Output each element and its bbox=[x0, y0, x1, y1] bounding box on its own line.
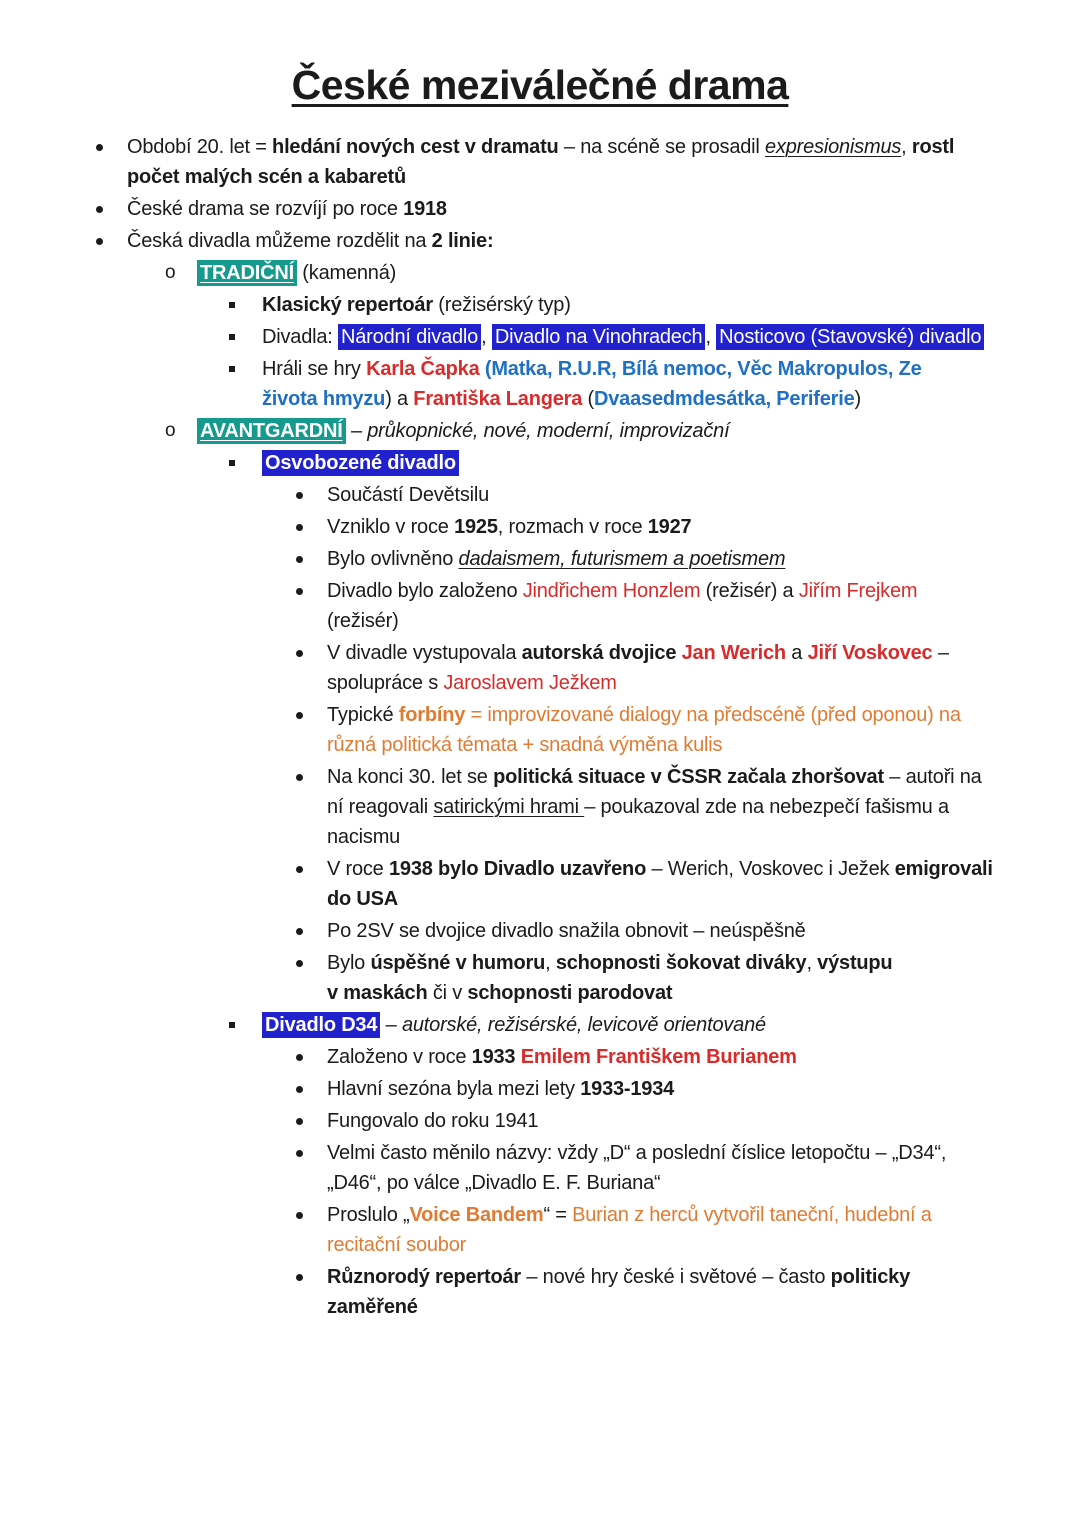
text-run: , bbox=[806, 952, 818, 974]
bullet-disc-icon bbox=[296, 588, 303, 595]
text-run: Voice Bandem bbox=[409, 1204, 544, 1226]
text-run: výstupu bbox=[817, 952, 893, 974]
bullet-disc-icon bbox=[296, 712, 303, 719]
list-item bbox=[0, 1010, 1080, 1040]
text-run: počet malých scén a kabaretů bbox=[127, 166, 406, 188]
text-run: 1927 bbox=[647, 516, 692, 538]
text-run: Divadla: bbox=[262, 326, 339, 348]
bullet-disc-icon bbox=[296, 1054, 303, 1061]
list-item bbox=[0, 1262, 1080, 1322]
text-run: zaměřené bbox=[327, 1296, 418, 1318]
text-run: TRADIČNÍ bbox=[197, 260, 297, 286]
text-run: (režisérský typ) bbox=[432, 294, 571, 316]
list-item bbox=[0, 480, 1080, 510]
list-item bbox=[0, 916, 1080, 946]
list-item bbox=[0, 1200, 1080, 1260]
text-run: – poukazoval zde na nebezpečí fašismu a bbox=[584, 796, 949, 818]
text-run: schopnosti šokovat diváky bbox=[555, 952, 807, 974]
text-run: Františka Langera bbox=[413, 388, 583, 410]
list-item bbox=[0, 354, 1080, 414]
text-run: Česká divadla můžeme rozdělit na bbox=[127, 230, 432, 252]
bullet-disc-icon bbox=[296, 650, 303, 657]
text-run: AVANTGARDNÍ bbox=[197, 418, 346, 444]
text-run: Typické bbox=[327, 704, 399, 726]
text-run: Divadlo bylo založeno bbox=[327, 580, 523, 602]
bullet-disc-icon bbox=[296, 524, 303, 531]
bullet-disc-icon bbox=[296, 1274, 303, 1281]
list-item bbox=[0, 194, 1080, 224]
text-run: různá politická témata + snadná výměna kulis bbox=[327, 734, 723, 756]
text-run: Jindřichem Honzlem bbox=[522, 580, 701, 602]
text-run: V divadle vystupovala bbox=[327, 642, 522, 664]
text-run: Burian z herců vytvořil taneční, hudební a bbox=[572, 1204, 932, 1226]
list-item bbox=[0, 762, 1080, 852]
text-run: forbíny bbox=[398, 704, 466, 726]
bullet-disc-icon bbox=[296, 556, 303, 563]
text-run: Národní divadlo bbox=[338, 324, 481, 350]
text-run: Jan Werich bbox=[681, 642, 786, 664]
text-run: Bylo ovlivněno bbox=[327, 548, 459, 570]
text-run: 2 linie: bbox=[431, 230, 494, 252]
text-run: – bbox=[345, 420, 368, 442]
text-run: schopnosti parodovat bbox=[467, 982, 673, 1004]
text-run: satirickými hrami bbox=[433, 796, 585, 818]
list-item bbox=[0, 290, 1080, 320]
bullet-disc-icon bbox=[296, 774, 303, 781]
text-run: dadaismem, futurismem a poetismem bbox=[458, 548, 786, 570]
bullet-disc-icon bbox=[296, 1086, 303, 1093]
text-run: Osvobozené divadlo bbox=[262, 450, 459, 476]
text-run: Jiří Voskovec bbox=[807, 642, 933, 664]
list-item bbox=[0, 700, 1080, 760]
bullet-square-icon bbox=[229, 1022, 235, 1028]
text-run: , bbox=[545, 952, 556, 974]
bullet-disc-icon bbox=[296, 492, 303, 499]
text-run: ) a bbox=[385, 388, 414, 410]
list-item bbox=[0, 1138, 1080, 1198]
bullet-disc-icon bbox=[96, 206, 103, 213]
list-item bbox=[0, 226, 1080, 256]
text-run: 1933 bbox=[471, 1046, 516, 1068]
text-run: 1925 bbox=[454, 516, 498, 538]
list-item bbox=[0, 258, 1080, 288]
text-run: Klasický repertoár bbox=[262, 294, 433, 316]
bullet-square-icon bbox=[229, 334, 235, 340]
list-item bbox=[0, 544, 1080, 574]
document-body bbox=[0, 132, 1080, 1322]
list-item bbox=[0, 322, 1080, 352]
text-run: autorské, režisérské, levicově orientované bbox=[401, 1014, 766, 1036]
text-run: Hráli se hry bbox=[262, 358, 367, 380]
bullet-circle-icon: o bbox=[165, 420, 176, 441]
bullet-disc-icon bbox=[296, 960, 303, 967]
text-run: recitační soubor bbox=[327, 1234, 467, 1256]
text-run: úspěšné v humoru bbox=[370, 952, 546, 974]
text-run: Založeno v roce bbox=[327, 1046, 472, 1068]
text-run: nacismu bbox=[327, 826, 401, 848]
text-run: – bbox=[932, 642, 949, 664]
bullet-disc-icon bbox=[296, 1118, 303, 1125]
bullet-disc-icon bbox=[96, 238, 103, 245]
text-run: Divadlo na Vinohradech bbox=[492, 324, 706, 350]
text-run: (Matka, R.U.R, Bílá nemoc, Věc Makropulos, Ze bbox=[484, 358, 922, 380]
text-run: 1918 bbox=[403, 198, 447, 220]
list-item bbox=[0, 512, 1080, 542]
text-run: , bbox=[481, 326, 492, 348]
text-run: Různorodý repertoár bbox=[327, 1266, 522, 1288]
text-run: – Werich, Voskovec i Ježek bbox=[646, 858, 895, 880]
text-run: “ = bbox=[543, 1204, 573, 1226]
text-run: Hlavní sezóna byla mezi lety bbox=[327, 1078, 581, 1100]
text-run: (režisér) a bbox=[700, 580, 799, 602]
text-run: života hmyzu bbox=[262, 388, 386, 410]
text-run: Dvaasedmdesátka, Periferie bbox=[594, 388, 855, 410]
text-run: hledání nových cest v dramatu bbox=[272, 136, 559, 158]
text-run: , rozmach v roce bbox=[497, 516, 648, 538]
text-run: spolupráce s bbox=[327, 672, 444, 694]
bullet-disc-icon bbox=[296, 866, 303, 873]
list-item bbox=[0, 1106, 1080, 1136]
text-run: Nosticovo (Stavovské) divadlo bbox=[716, 324, 984, 350]
text-run: , bbox=[705, 326, 717, 348]
list-item bbox=[0, 448, 1080, 478]
bullet-disc-icon bbox=[296, 1212, 303, 1219]
bullet-square-icon bbox=[229, 460, 235, 466]
text-run: ( bbox=[582, 388, 595, 410]
text-run: či v bbox=[427, 982, 468, 1004]
text-run: rostl bbox=[911, 136, 955, 158]
bullet-disc-icon bbox=[296, 1150, 303, 1157]
text-run: Proslulo „ bbox=[327, 1204, 410, 1226]
bullet-square-icon bbox=[229, 366, 235, 372]
text-run: – nové hry české i světové – často bbox=[521, 1266, 831, 1288]
list-item bbox=[0, 948, 1080, 1008]
text-run: – autoři na bbox=[883, 766, 982, 788]
text-run: Období 20. let = bbox=[127, 136, 273, 158]
text-run: emigrovali bbox=[894, 858, 993, 880]
text-run: a bbox=[785, 642, 808, 664]
page-title: České meziválečné drama bbox=[291, 62, 789, 108]
text-run: politická situace v ČSSR začala zhoršovat bbox=[493, 766, 884, 788]
text-run: „D46“, po válce „Divadlo E. F. Buriana“ bbox=[327, 1172, 661, 1194]
bullet-disc-icon bbox=[296, 928, 303, 935]
text-run: autorská dvojice bbox=[521, 642, 682, 664]
text-run: – bbox=[380, 1014, 402, 1036]
text-run: v maskách bbox=[327, 982, 428, 1004]
text-run: expresionismus bbox=[765, 136, 902, 158]
text-run: Na konci 30. let se bbox=[327, 766, 494, 788]
text-run: ) bbox=[854, 388, 861, 410]
text-run: Jaroslavem Ježkem bbox=[443, 672, 617, 694]
list-item bbox=[0, 416, 1080, 446]
list-item bbox=[0, 576, 1080, 636]
text-run: , bbox=[901, 136, 912, 158]
text-run: politicky bbox=[830, 1266, 910, 1288]
text-run: České drama se rozvíjí po roce bbox=[127, 198, 404, 220]
text-run: Fungovalo do roku 1941 bbox=[327, 1110, 539, 1132]
text-run: Velmi často měnilo názvy: vždy „D“ a poslední číslice letopočtu – „D34“, bbox=[327, 1142, 947, 1164]
text-run: Divadlo D34 bbox=[262, 1012, 380, 1038]
text-run: 1938 bylo Divadlo uzavřeno bbox=[388, 858, 647, 880]
text-run: 1933-1934 bbox=[580, 1078, 675, 1100]
text-run: Bylo bbox=[327, 952, 371, 974]
bullet-circle-icon: o bbox=[165, 262, 176, 283]
text-run: (režisér) bbox=[327, 610, 399, 632]
text-run: Po 2SV se dvojice divadlo snažila obnovit – neúspěšně bbox=[327, 920, 806, 942]
list-item bbox=[0, 854, 1080, 914]
text-run: – na scéně se prosadil bbox=[558, 136, 766, 158]
list-item bbox=[0, 638, 1080, 698]
text-run: Jiřím Frejkem bbox=[798, 580, 918, 602]
list-item bbox=[0, 1074, 1080, 1104]
text-run: V roce bbox=[327, 858, 389, 880]
text-run: = improvizované dialogy na předscéně (před oponou) na bbox=[465, 704, 961, 726]
text-run: do USA bbox=[327, 888, 399, 910]
bullet-disc-icon bbox=[96, 144, 103, 151]
bullet-square-icon bbox=[229, 302, 235, 308]
text-run: Součástí Devětsilu bbox=[327, 484, 490, 506]
text-run: průkopnické, nové, moderní, improvizační bbox=[367, 420, 730, 442]
text-run: ní reagovali bbox=[327, 796, 434, 818]
list-item bbox=[0, 132, 1080, 192]
text-run: (kamenná) bbox=[296, 262, 397, 284]
text-run: Karla Čapka bbox=[366, 358, 480, 380]
text-run: Vzniklo v roce bbox=[327, 516, 455, 538]
list-item bbox=[0, 1042, 1080, 1072]
text-run: Emilem Františkem Burianem bbox=[520, 1046, 797, 1068]
